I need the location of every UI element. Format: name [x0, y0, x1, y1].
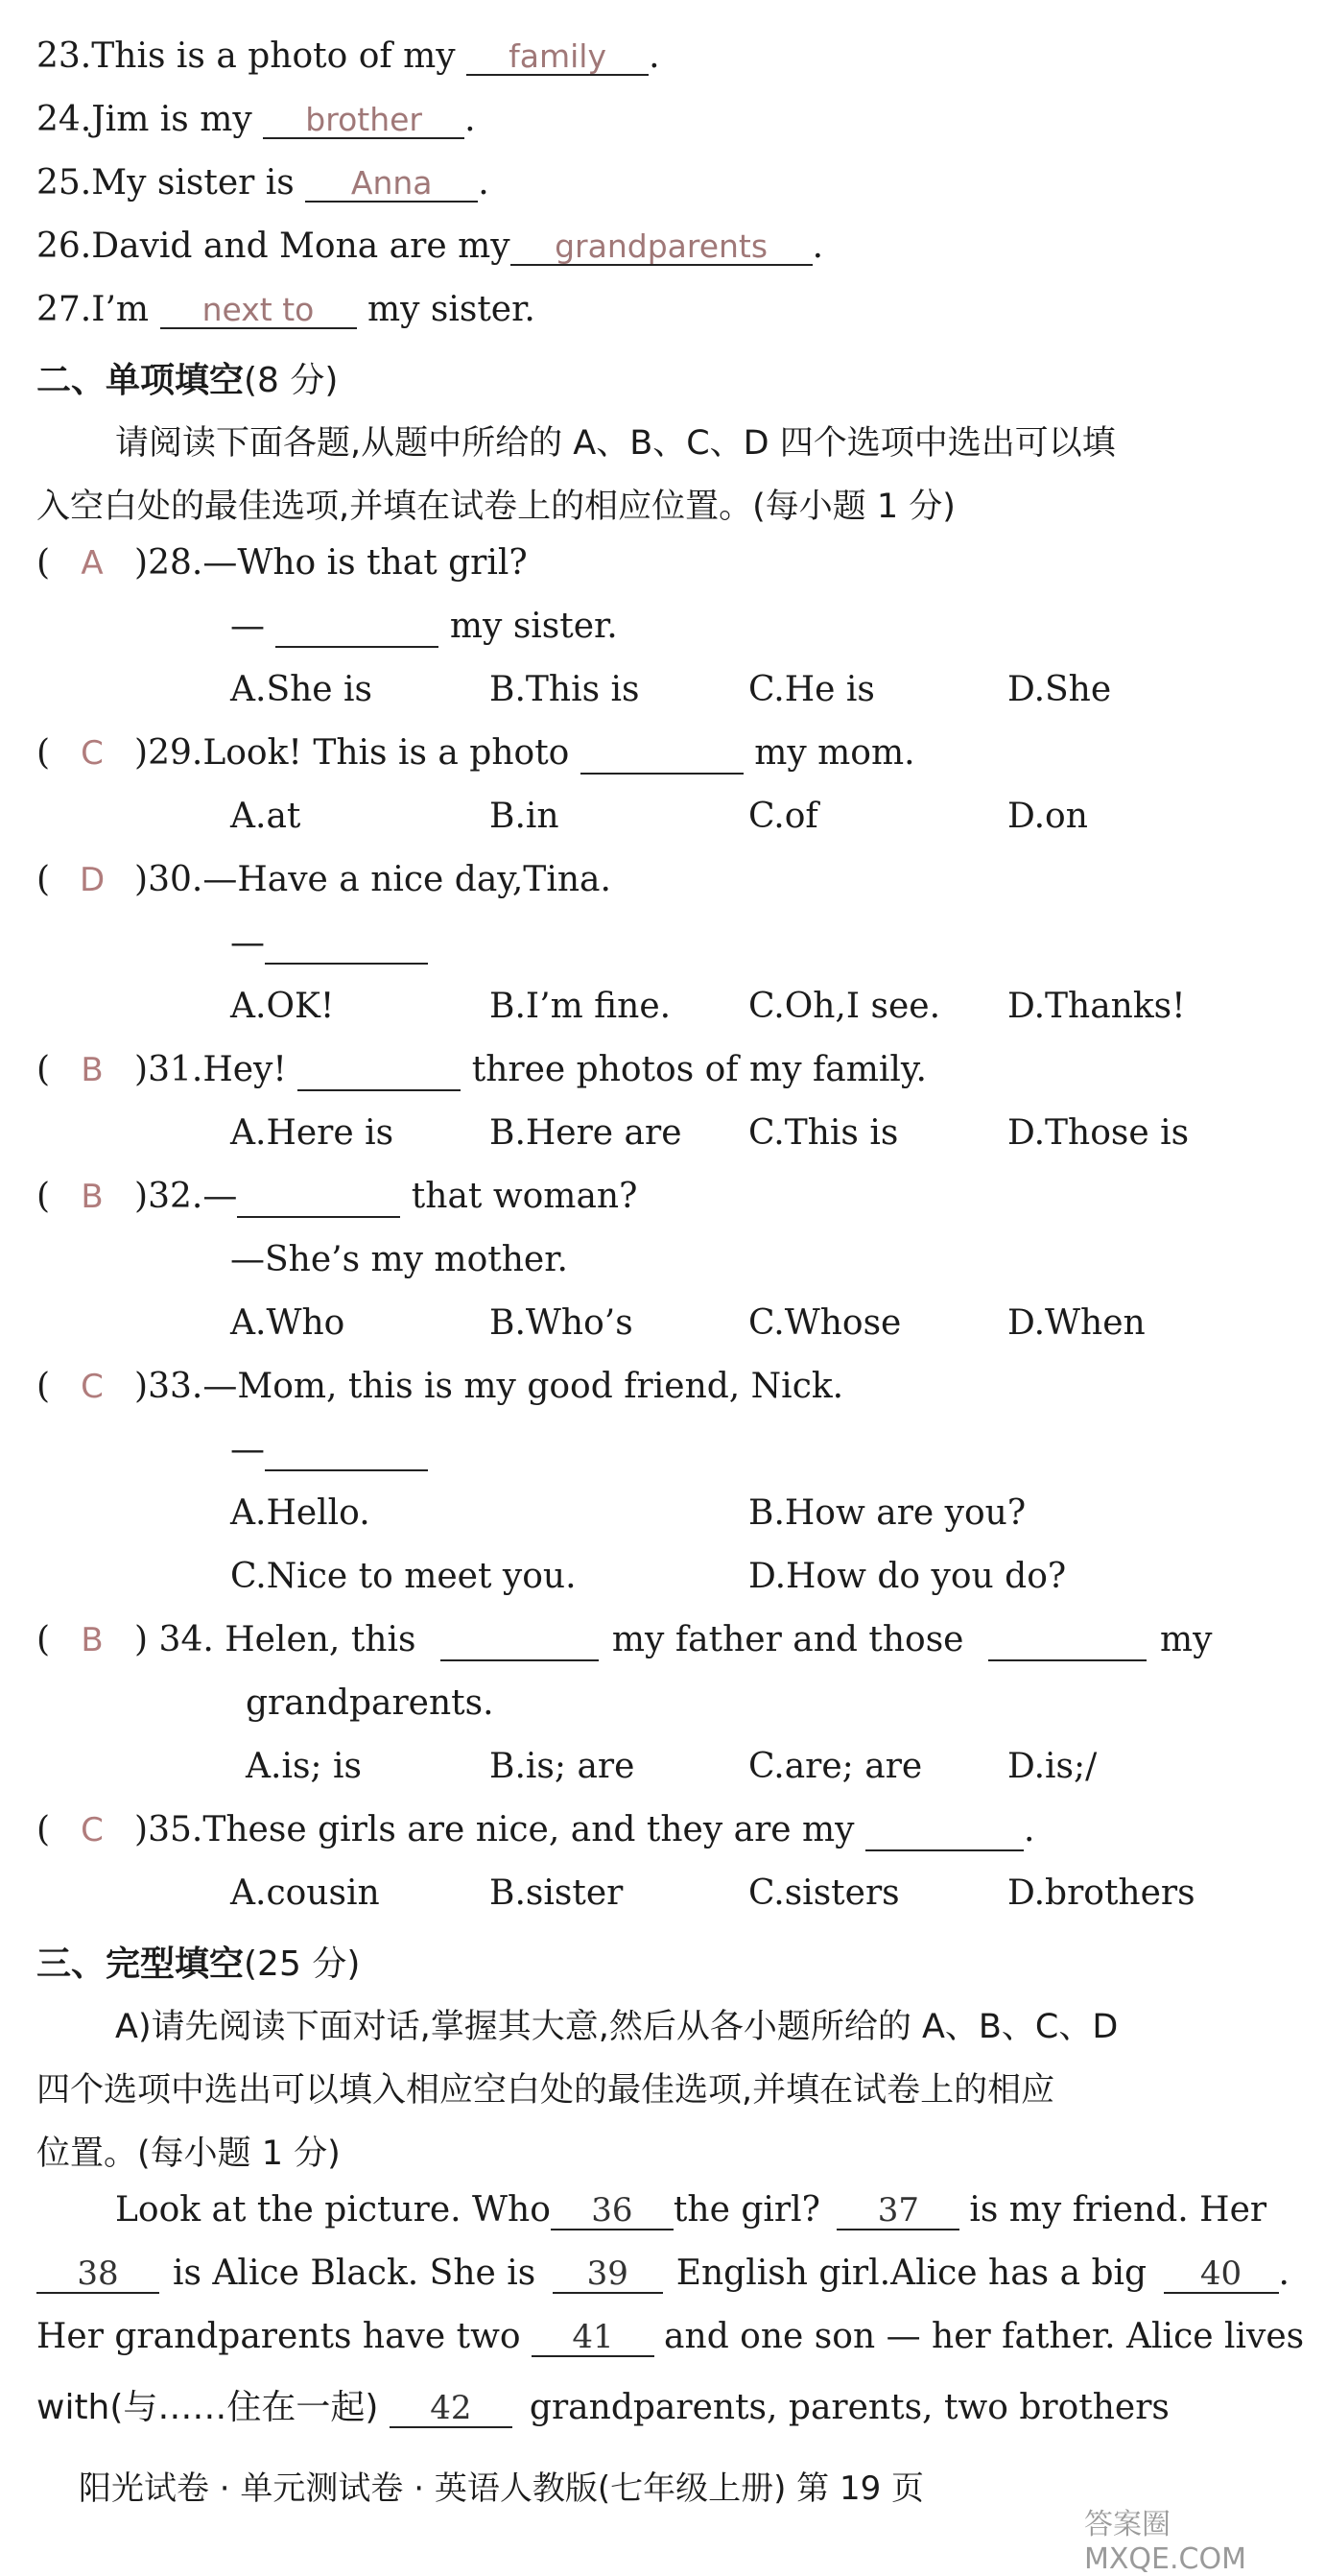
- blank-41[interactable]: 41: [532, 2320, 654, 2357]
- option-a[interactable]: A.cousin: [230, 1873, 380, 1913]
- q26-answer[interactable]: grandparents: [510, 229, 813, 266]
- section2-heading: [36, 353, 338, 402]
- option-a[interactable]: A.Here is: [230, 1113, 394, 1153]
- q34-blank-1[interactable]: [440, 1621, 599, 1661]
- q31-answer[interactable]: B: [81, 1051, 104, 1089]
- option-d[interactable]: D.How do you do?: [748, 1557, 1067, 1596]
- option-b[interactable]: B.is; are: [489, 1747, 635, 1786]
- option-d[interactable]: D.When: [1007, 1303, 1146, 1343]
- q35-answer[interactable]: C: [81, 1811, 104, 1849]
- q34-answer[interactable]: B: [81, 1621, 104, 1659]
- section2-title: 二、单项填空: [36, 361, 245, 400]
- option-d[interactable]: D.Those is: [1007, 1113, 1190, 1153]
- q34-stem-line: ( B ) 34. Helen, this my father and those my: [36, 1620, 1213, 1659]
- q31-blank[interactable]: [297, 1051, 461, 1091]
- option-c[interactable]: C.Whose: [748, 1303, 902, 1343]
- passage-line-1: Look at the picture. Who 36 the girl? 37 is my friend. Her: [115, 2190, 1267, 2230]
- q28-blank[interactable]: [275, 608, 438, 648]
- section2-instructions-1: 请阅读下面各题,从题中所给的 A、B、C、D 四个选项中选出可以填: [115, 424, 1116, 463]
- section3-heading: [36, 1937, 360, 1986]
- section3-score: (25 分): [244, 1944, 361, 1984]
- option-c[interactable]: C.Nice to meet you.: [230, 1557, 577, 1596]
- blank-42[interactable]: 42: [390, 2391, 512, 2428]
- q31-stem-line: ( B )31.Hey! three photos of my family.: [36, 1050, 927, 1089]
- q33-stem-line: ( C )33.—Mom, this is my good friend, Nick.: [36, 1367, 844, 1406]
- q30-blank[interactable]: [265, 924, 428, 965]
- q27-line: [36, 290, 535, 329]
- q26-line: [36, 227, 823, 266]
- q33-line2: —: [230, 1430, 428, 1471]
- option-a[interactable]: A.OK!: [230, 987, 335, 1026]
- option-c[interactable]: C.are; are: [748, 1747, 923, 1786]
- q27-end: my sister.: [356, 290, 535, 329]
- section2-score: (8 分): [244, 361, 339, 400]
- blank-40[interactable]: 40: [1164, 2256, 1279, 2294]
- option-d[interactable]: D.on: [1007, 797, 1088, 836]
- q29-blank[interactable]: [580, 734, 744, 775]
- blank-36[interactable]: 36: [551, 2193, 674, 2230]
- q25-answer[interactable]: Anna: [305, 166, 478, 203]
- q23-end: .: [649, 36, 660, 76]
- q24-line: [36, 100, 476, 139]
- q23-answer[interactable]: family: [466, 39, 649, 76]
- q25-text: 25.My sister is: [36, 163, 306, 203]
- q29-stem-line: ( C )29.Look! This is a photo my mom.: [36, 733, 915, 773]
- option-c[interactable]: C.sisters: [748, 1873, 900, 1913]
- section3-title: 三、完型填空: [36, 1944, 245, 1984]
- option-b[interactable]: B.This is: [489, 670, 640, 709]
- q34-blank-2[interactable]: [988, 1621, 1147, 1661]
- option-a[interactable]: A.is; is: [246, 1747, 362, 1786]
- q28-stem: )28.—Who is that gril?: [134, 543, 528, 583]
- q26-end: .: [812, 227, 824, 266]
- q23-text: 23.This is a photo of my: [36, 36, 467, 76]
- q30-answer[interactable]: D: [79, 861, 106, 899]
- q32-line2: —She’s my mother.: [230, 1240, 568, 1279]
- passage-line-3: Her grandparents have two 41 and one son — her father. Alice lives: [36, 2317, 1305, 2356]
- q28-answer[interactable]: A: [81, 544, 104, 583]
- q24-text: 24.Jim is my: [36, 100, 264, 139]
- option-c[interactable]: C.Oh,I see.: [748, 987, 941, 1026]
- option-c[interactable]: C.This is: [748, 1113, 899, 1153]
- section3-instructions-2: 四个选项中选出可以填入相应空白处的最佳选项,并填在试卷上的相应: [36, 2071, 1055, 2110]
- page-footer: 阳光试卷 · 单元测试卷 · 英语人教版(七年级上册) 第 19 页: [79, 2469, 925, 2508]
- blank-38[interactable]: 38: [36, 2256, 159, 2294]
- option-a[interactable]: A.Hello.: [230, 1493, 370, 1533]
- q29-answer[interactable]: C: [81, 734, 104, 773]
- section2-instructions-2: 入空白处的最佳选项,并填在试卷上的相应位置。(每小题 1 分): [36, 488, 956, 526]
- q33-blank[interactable]: [265, 1431, 428, 1471]
- option-b[interactable]: B.Here are: [489, 1113, 682, 1153]
- q30-line2: —: [230, 923, 428, 965]
- section3-instructions-1: A)请先阅读下面对话,掌握其大意,然后从各小题所给的 A、B、C、D: [115, 2008, 1119, 2046]
- q33-answer[interactable]: C: [81, 1368, 104, 1406]
- option-b[interactable]: B.in: [489, 797, 559, 836]
- option-b[interactable]: B.sister: [489, 1873, 624, 1913]
- passage-line-4: with(与……住在一起) 42 grandparents, parents, two brothers: [36, 2388, 1170, 2427]
- q32-blank[interactable]: [237, 1178, 400, 1218]
- option-a[interactable]: A.at: [230, 797, 301, 836]
- blank-37[interactable]: 37: [837, 2193, 959, 2230]
- q27-answer[interactable]: next to: [160, 293, 357, 329]
- option-c[interactable]: C.He is: [748, 670, 875, 709]
- q25-line: [36, 163, 489, 203]
- option-a[interactable]: A.Who: [230, 1303, 345, 1343]
- q25-end: .: [478, 163, 489, 203]
- q32-stem-line: ( B )32.— that woman?: [36, 1177, 638, 1216]
- option-b[interactable]: B.How are you?: [748, 1493, 1027, 1533]
- q34-line2: grandparents.: [246, 1683, 494, 1723]
- option-a[interactable]: A.She is: [230, 670, 373, 709]
- watermark: 答案圈 MXQE.COM: [1084, 2508, 1246, 2576]
- q24-end: .: [464, 100, 476, 139]
- q28-stem-line: ( A )28.—Who is that gril?: [36, 543, 528, 583]
- section3-instructions-3: 位置。(每小题 1 分): [36, 2135, 341, 2173]
- option-d[interactable]: D.is;/: [1007, 1747, 1098, 1786]
- q26-text: 26.David and Mona are my: [36, 227, 510, 266]
- option-c[interactable]: C.of: [748, 797, 818, 836]
- q27-text: 27.I’m: [36, 290, 160, 329]
- q30-stem-line: ( D )30.—Have a nice day,Tina.: [36, 860, 611, 899]
- q28-line2: — my sister.: [230, 607, 618, 646]
- option-d[interactable]: D.She: [1007, 670, 1112, 709]
- q32-answer[interactable]: B: [81, 1178, 104, 1216]
- q23-line: [36, 36, 660, 76]
- passage-line-2: 38 is Alice Black. She is 39 English girl.Alice has a big 40 .: [36, 2254, 1290, 2294]
- option-b[interactable]: B.I’m fine.: [489, 987, 672, 1026]
- option-d[interactable]: D.brothers: [1007, 1873, 1195, 1913]
- blank-39[interactable]: 39: [553, 2256, 663, 2294]
- q35-stem-line: ( C )35.These girls are nice, and they are my .: [36, 1810, 1035, 1849]
- option-b[interactable]: B.Who’s: [489, 1303, 633, 1343]
- q35-blank[interactable]: [865, 1811, 1024, 1851]
- q24-answer[interactable]: brother: [263, 103, 464, 139]
- option-d[interactable]: D.Thanks!: [1007, 987, 1186, 1026]
